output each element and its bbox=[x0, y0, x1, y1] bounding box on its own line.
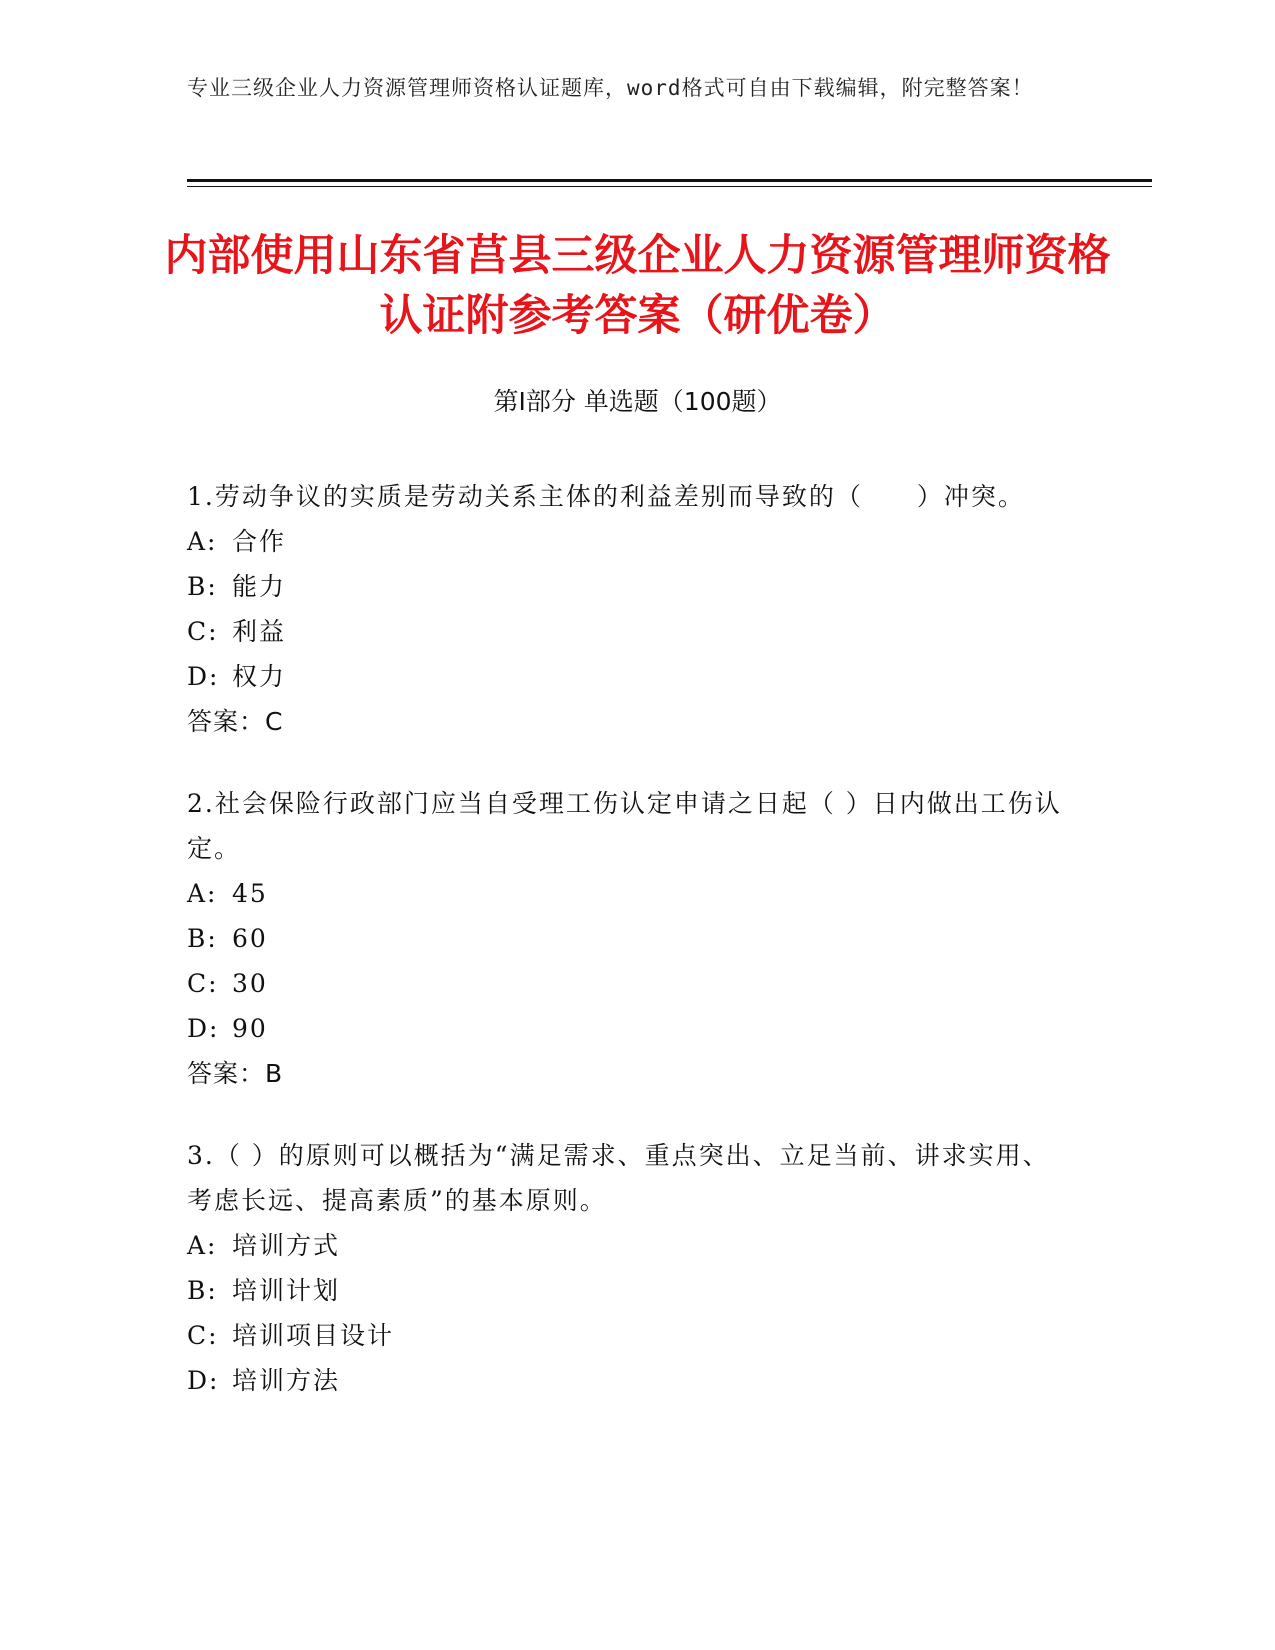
option-text: 权力 bbox=[232, 662, 287, 691]
option-b bbox=[187, 1268, 1067, 1313]
option-letter: A: bbox=[187, 879, 218, 908]
header-divider-thin bbox=[187, 186, 1152, 187]
question-item bbox=[187, 781, 1067, 1096]
option-text: 30 bbox=[232, 969, 268, 998]
option-c bbox=[187, 961, 1067, 1006]
option-letter: C: bbox=[187, 1321, 219, 1350]
option-text: 60 bbox=[232, 924, 268, 953]
option-text: 培训方法 bbox=[232, 1366, 341, 1395]
document-title: 内部使用山东省莒县三级企业人力资源管理师资格认证附参考答案（研优卷） bbox=[164, 231, 1111, 341]
option-letter: D: bbox=[187, 662, 220, 691]
option-letter: C: bbox=[187, 617, 219, 646]
option-b bbox=[187, 564, 1067, 609]
option-text: 能力 bbox=[232, 572, 287, 601]
option-d bbox=[187, 1006, 1067, 1051]
question-stem: 2.社会保险行政部门应当自受理工伤认定申请之日起（ ）日内做出工伤认定。 bbox=[187, 789, 1062, 863]
option-letter: B: bbox=[187, 1276, 218, 1305]
option-c bbox=[187, 609, 1067, 654]
question-item bbox=[187, 474, 1067, 744]
header-divider-thick bbox=[187, 179, 1152, 182]
option-a bbox=[187, 1223, 1067, 1268]
option-text: 合作 bbox=[232, 527, 287, 556]
section-heading: 第Ⅰ部分 单选题（100题） bbox=[493, 387, 782, 416]
option-c bbox=[187, 1313, 1067, 1358]
option-letter: B: bbox=[187, 924, 218, 953]
question-list bbox=[187, 474, 1067, 1440]
option-letter: D: bbox=[187, 1366, 220, 1395]
option-letter: D: bbox=[187, 1014, 220, 1043]
option-text: 培训计划 bbox=[232, 1276, 341, 1305]
option-letter: B: bbox=[187, 572, 218, 601]
option-a bbox=[187, 871, 1067, 916]
answer-line: 答案：B bbox=[187, 1059, 284, 1088]
option-text: 培训方式 bbox=[232, 1231, 341, 1260]
option-text: 90 bbox=[232, 1014, 268, 1043]
question-stem: 3.（ ）的原则可以概括为“满足需求、重点突出、立足当前、讲求实用、考虑长远、提高素质”的基本原则。 bbox=[187, 1141, 1050, 1215]
option-b bbox=[187, 916, 1067, 961]
option-d bbox=[187, 1358, 1067, 1403]
question-stem: 1.劳动争议的实质是劳动关系主体的利益差别而导致的（ ）冲突。 bbox=[187, 482, 1025, 511]
answer-line: 答案：C bbox=[187, 707, 284, 736]
option-text: 利益 bbox=[232, 617, 287, 646]
option-letter: A: bbox=[187, 1231, 218, 1260]
header-note: 专业三级企业人力资源管理师资格认证题库，word格式可自由下载编辑，附完整答案！ bbox=[187, 76, 1034, 100]
option-text: 45 bbox=[232, 879, 268, 908]
question-item bbox=[187, 1133, 1067, 1403]
option-a bbox=[187, 519, 1067, 564]
option-letter: C: bbox=[187, 969, 219, 998]
option-text: 培训项目设计 bbox=[232, 1321, 395, 1350]
option-d bbox=[187, 654, 1067, 699]
option-letter: A: bbox=[187, 527, 218, 556]
